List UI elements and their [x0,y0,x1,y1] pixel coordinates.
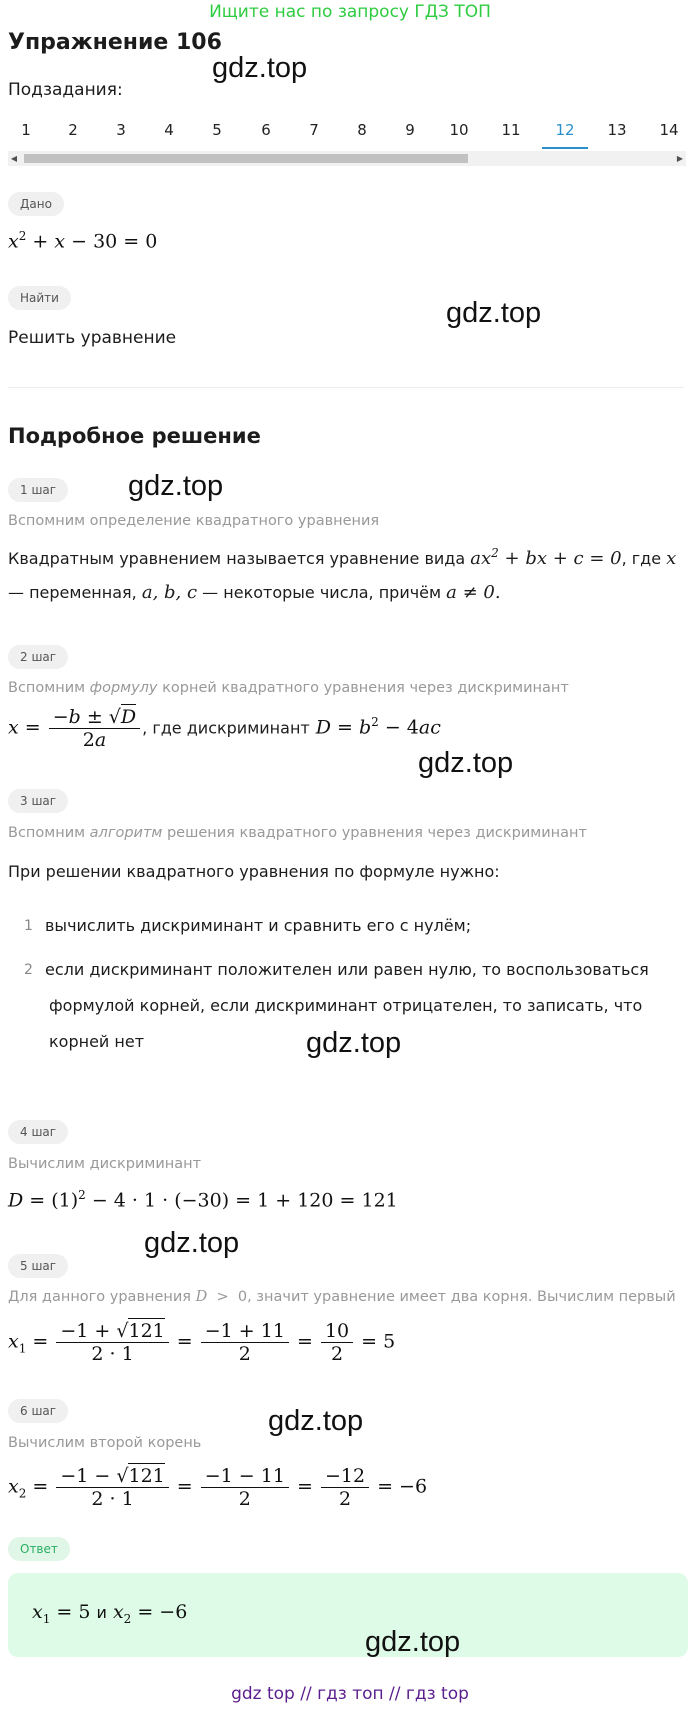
watermark: gdz.top [418,747,514,779]
step-5-chip: 5 шаг [8,1254,68,1278]
watermark: gdz.top [212,52,308,84]
step-2-formula: x = $\frac{-b \pm √D}{2a}$ , где дискриминант $D = b^2 - 4ac$ [8,706,441,751]
step-4-formula: $D = (1)^2 - 4 \cdot 1 \cdot (-30) = 1 + 120 = 121$ [8,1188,398,1212]
step-5-hint-b: , значит уравнение имеет два корня. Вычислим первый [247,1289,676,1305]
step-1-text: Квадратным уравнением называется уравнение вида $ax^2$ + bx + c = 0, где x [8,546,677,569]
tab-11[interactable]: 11 [501,121,521,139]
tab-5[interactable]: 5 [212,121,222,139]
step-3-hint-c: решения квадратного уравнения через дискриминант [166,825,587,841]
step-1-text-c: — переменная, [8,583,137,602]
tab-10[interactable]: 10 [449,121,469,139]
step-4-chip: 4 шаг [8,1120,68,1144]
scroll-right-icon[interactable]: ▶ [676,154,684,163]
answer-box [8,1573,688,1657]
answer-and: и [96,1603,107,1622]
tab-2[interactable]: 2 [68,121,78,139]
tab-3[interactable]: 3 [116,121,126,139]
step-2-hint-b: формулу [89,680,158,696]
given-chip: Дано [8,192,64,216]
step-1-chip: 1 шаг [8,478,68,502]
solution-title: Подробное решение [8,424,261,448]
subtask-tabs [0,113,700,153]
step-2-chip: 2 шаг [8,645,68,669]
step-3-hint-b: алгоритм [89,825,163,841]
footer-links[interactable]: gdz top // гдз топ // гдз top [231,1684,469,1704]
tab-1[interactable]: 1 [21,121,31,139]
watermark: gdz.top [268,1405,364,1437]
list-item-2-line-1: если дискриминант положителен или равен нулю, то воспользоваться [45,960,649,979]
find-text: Решить уравнение [8,328,177,348]
scroll-left-icon[interactable]: ◀ [10,154,18,163]
step-2-hint-c: корней квадратного уравнения через дискриминант [162,680,569,696]
search-banner: Ищите нас по запросу ГДЗ ТОП [209,2,491,22]
step-3-chip: 3 шаг [8,789,68,813]
step-2-hint-a: Вспомним [8,680,86,696]
tabs-scrollbar[interactable] [8,151,686,166]
step-5-formula: $x_1$ = $\frac{-1 + √121}{2 \cdot 1}$ = $\frac{-1 + 11}{2}$ = $\frac{10}{2}$ = 5 [8,1320,396,1365]
step-1-hint: Вспомним определение квадратного уравнения [8,513,380,529]
step-6-hint: Вычислим второй корень [8,1435,202,1451]
step-5-hint-a: Для данного уравнения [8,1289,192,1305]
answer-chip: Ответ [8,1537,70,1561]
given-equation: $x^2 + x - 30 = 0$ [8,229,158,253]
list-item-2-line-2: формулой корней, если дискриминант отрицателен, то записать, что [49,996,643,1015]
tab-13[interactable]: 13 [607,121,627,139]
tab-7[interactable]: 7 [309,121,319,139]
answer-formula: $x_1 = 5$ и $x_2 = -6$ [32,1601,188,1626]
step-1-text-d: — некоторые числа, причём [202,583,442,602]
tab-6[interactable]: 6 [261,121,271,139]
list-item-1: вычислить дискриминант и сравнить его с нулём; [45,916,472,935]
step-3-hint-a: Вспомним [8,825,86,841]
tab-9[interactable]: 9 [405,121,415,139]
step-1-text-b: , где [621,549,662,568]
step-4-hint: Вычислим дискриминант [8,1156,202,1172]
step-2-text: , где дискриминант [142,718,310,738]
watermark: gdz.top [128,470,224,502]
list-number: 1 [24,918,33,934]
watermark: gdz.top [365,1626,461,1658]
watermark: gdz.top [306,1027,402,1059]
divider [8,387,684,388]
scroll-thumb[interactable] [24,154,468,163]
step-3-hint [8,825,587,841]
tab-8[interactable]: 8 [357,121,367,139]
step-1-text-a: Квадратным уравнением называется уравнение вида [8,549,466,568]
step-6-formula: $x_2$ = $\frac{-1 - √121}{2 \cdot 1}$ = $\frac{-1 - 11}{2}$ = $\frac{-12}{2}$ = −6 [8,1465,428,1510]
step-6-chip: 6 шаг [8,1399,68,1423]
tab-4[interactable]: 4 [164,121,174,139]
watermark: gdz.top [144,1227,240,1259]
step-1-text-2: — переменная, a, b, c — некоторые числа, причём a ≠ 0. [8,582,501,603]
tab-12[interactable]: 12 [542,113,588,149]
step-3-text: При решении квадратного уравнения по формуле нужно: [8,862,500,881]
subtasks-label: Подзадания: [8,80,123,100]
step-2-hint [8,680,569,696]
watermark: gdz.top [446,297,542,329]
step-5-hint: Для данного уравнения D > 0, значит уравнение имеет два корня. Вычислим первый [8,1289,676,1305]
find-chip: Найти [8,286,71,310]
page-title: Упражнение 106 [8,30,222,55]
list-number: 2 [24,962,33,978]
list-item-2-line-3: корней нет [49,1032,145,1051]
tab-14[interactable]: 14 [659,121,679,139]
